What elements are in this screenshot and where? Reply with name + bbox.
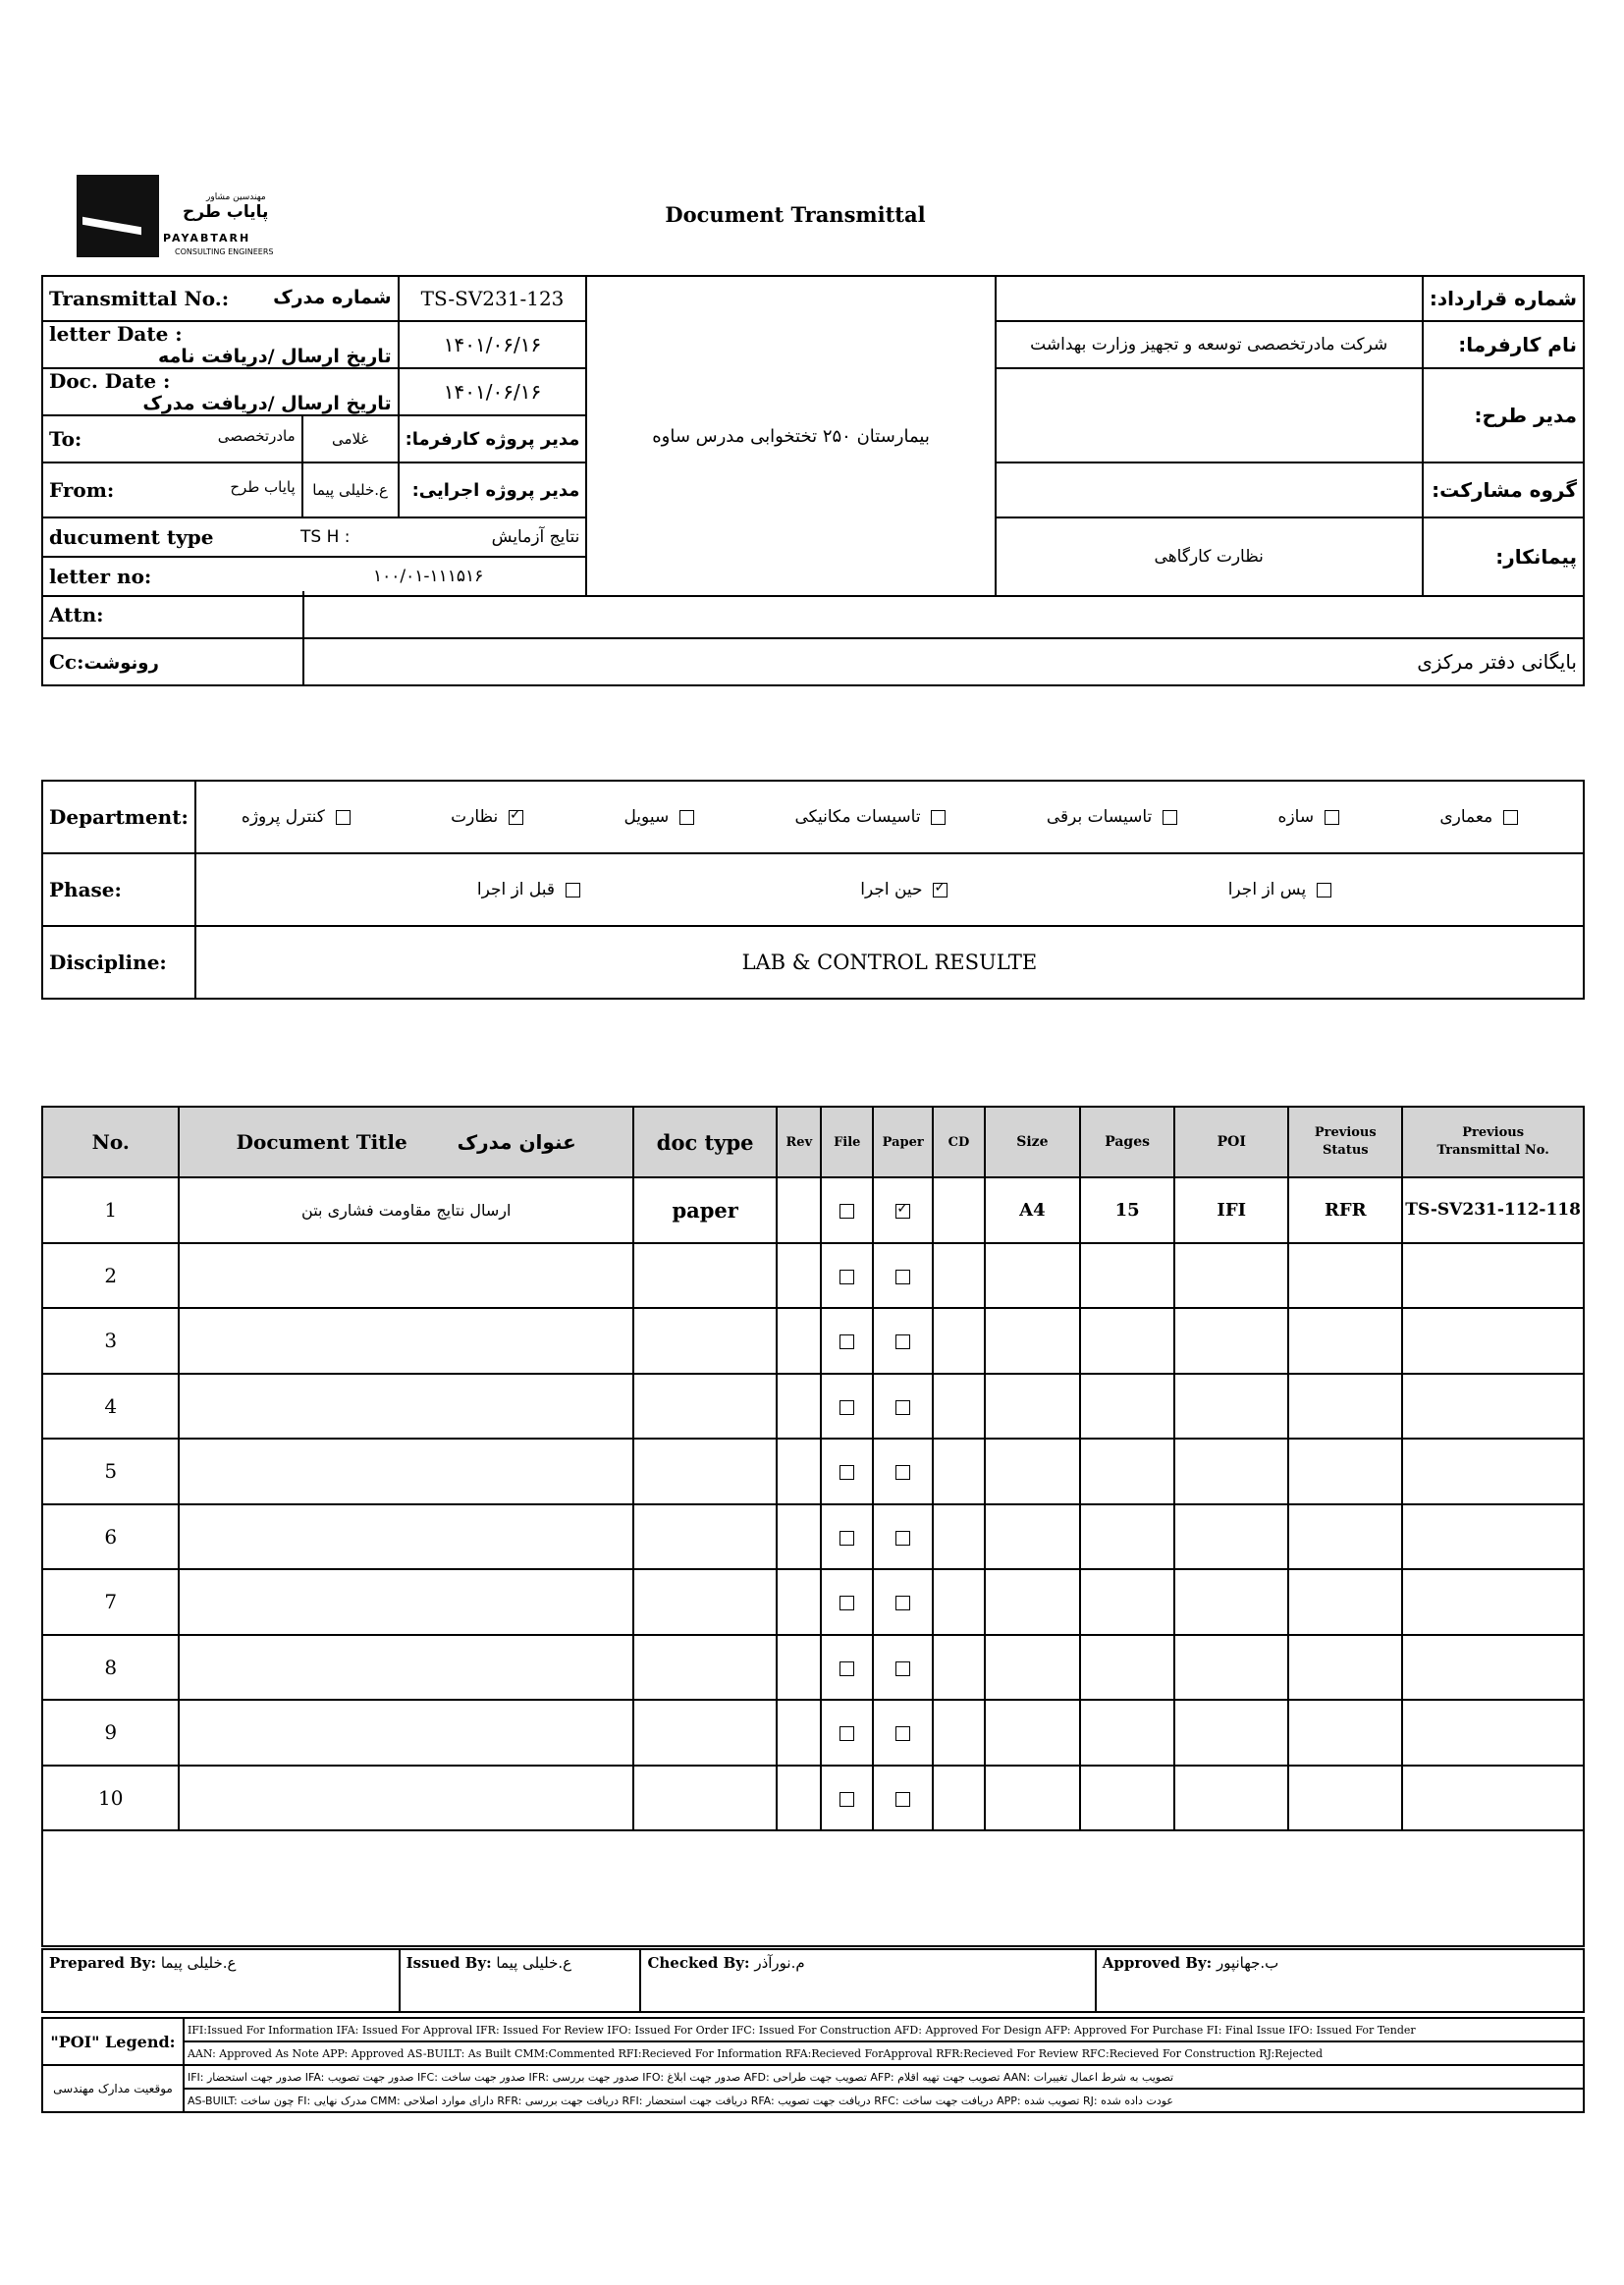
design-manager-label: مدیر طرح: <box>1423 368 1584 462</box>
checked-by-value: م.نورآذر <box>754 1954 805 1972</box>
cell-cd <box>933 1504 984 1570</box>
cell-prev-trans <box>1402 1766 1584 1831</box>
cell-prev-status <box>1288 1635 1402 1701</box>
letter-date-fa: تاریخ ارسال /دریافت نامه <box>157 346 392 367</box>
doc-date-en: Doc. Date : <box>49 369 171 393</box>
cell-no: 6 <box>42 1504 179 1570</box>
col-poi: POI <box>1174 1107 1288 1177</box>
legend-line-3: IFI: صدور جهت استحضار IFA: صدور جهت تصویب IFC: صدور جهت ساخت IFR: صدور جهت بررسی IFO: صدور جهت ابلاغ AFD: تصویب جهت طراحی AFP: تصویب جهت تهیه اقلام AAN: تصویب به شرط اعمال تغییرات <box>184 2065 1584 2089</box>
logo-en-sub: CONSULTING ENGINEERS <box>175 247 274 256</box>
cell-rev <box>777 1569 821 1635</box>
cell-file <box>821 1504 873 1570</box>
checked-by-cell: Checked By: م.نورآذر <box>640 1949 1095 2012</box>
cell-title <box>179 1308 633 1374</box>
cell-title <box>179 1504 633 1570</box>
cell-title <box>179 1439 633 1504</box>
department-option[interactable]: کنترل پروژه <box>242 807 351 827</box>
from-label: From: <box>49 478 115 502</box>
cell-size <box>985 1635 1080 1701</box>
cell-size <box>985 1308 1080 1374</box>
cell-poi <box>1174 1243 1288 1309</box>
department-option[interactable]: سازه <box>1278 807 1339 827</box>
letter-no-value: ۱۰۰/۰۱-۱۱۱۵۱۶ <box>373 567 484 586</box>
cc-label: Cc: <box>49 650 84 674</box>
col-title-en: Document Title <box>236 1130 407 1154</box>
cell-poi <box>1174 1766 1288 1831</box>
department-option[interactable]: سیویل <box>623 807 694 827</box>
contract-no-value <box>996 276 1423 321</box>
legend-table <box>41 2017 1585 2113</box>
col-no: No. <box>42 1107 179 1177</box>
cell-no: 2 <box>42 1243 179 1309</box>
checkbox-icon[interactable] <box>566 883 580 898</box>
attn-label: Attn: <box>42 591 303 638</box>
letter-date-value: ۱۴۰۱/۰۶/۱۶ <box>399 321 587 368</box>
cc-cell <box>42 638 303 685</box>
poi-legend-label: "POI" Legend: <box>42 2018 184 2065</box>
partnership-label: گروه مشارکت: <box>1423 462 1584 517</box>
phase-options <box>195 853 1584 926</box>
transmittal-no-fa: شماره مدرک <box>273 287 392 308</box>
checkbox-icon[interactable] <box>931 810 946 825</box>
table-row <box>42 1439 1584 1504</box>
cell-title <box>179 1635 633 1701</box>
cell-rev <box>777 1243 821 1309</box>
doc-type-fa: نتایج آزمایش <box>491 527 580 547</box>
issued-by-cell: Issued By: ع.خلیلی پیما <box>400 1949 641 2012</box>
cell-paper <box>873 1766 933 1831</box>
cell-paper <box>873 1243 933 1309</box>
cell-title <box>179 1569 633 1635</box>
to-label: To: <box>49 427 82 451</box>
file-checkbox-icon[interactable] <box>839 1465 854 1480</box>
department-option[interactable]: معماری <box>1439 807 1518 827</box>
cell-doc-type <box>633 1243 777 1309</box>
col-title-fa: عنوان مدرک <box>457 1130 576 1154</box>
checkbox-icon[interactable] <box>336 810 351 825</box>
cell-rev <box>777 1177 821 1243</box>
legend-line-2: AAN: Approved As Note APP: Approved AS-BUILT: As Built CMM:Commented RFI:Recieved For Information RFA:Recieved ForApproval RFR:Recieved For Review RFC:Recieved For Construction RJ:Rejected <box>184 2041 1584 2065</box>
paper-checkbox-icon[interactable] <box>895 1661 910 1676</box>
col-prev-status: Previous Status <box>1288 1107 1402 1177</box>
cell-size <box>985 1504 1080 1570</box>
contractor-value: نظارت کارگاهی <box>996 517 1423 596</box>
paper-checkbox-icon[interactable] <box>895 1465 910 1480</box>
file-checkbox-icon[interactable] <box>839 1204 854 1219</box>
cell-prev-status <box>1288 1766 1402 1831</box>
legend-line-1: IFI:Issued For Information IFA: Issued For Approval IFR: Issued For Review IFO: Issued For Order IFC: Issued For Construction AFD: Approved For Design AFP: Approved For Purchase FI: Final Issue IFO: Issued For Tender <box>184 2018 1584 2041</box>
cell-file <box>821 1635 873 1701</box>
checkbox-icon[interactable] <box>1503 810 1518 825</box>
cell-cd <box>933 1374 984 1440</box>
cell-file <box>821 1766 873 1831</box>
file-checkbox-icon[interactable] <box>839 1726 854 1741</box>
cell-no: 8 <box>42 1635 179 1701</box>
phase-option[interactable]: ✓ حین اجرا <box>860 880 947 899</box>
cell-prev-trans <box>1402 1504 1584 1570</box>
design-manager-value <box>996 368 1423 462</box>
cell-prev-status <box>1288 1308 1402 1374</box>
to-value: مادرتخصصی <box>217 427 296 445</box>
cell-pages <box>1080 1635 1174 1701</box>
issued-by-value: ع.خلیلی پیما <box>496 1954 572 1972</box>
cell-cd <box>933 1700 984 1766</box>
letter-no-label: letter no: <box>49 565 152 588</box>
contractor-label: پیمانکار: <box>1423 517 1584 596</box>
department-option[interactable]: تاسیسات برقی <box>1047 807 1177 827</box>
cell-poi <box>1174 1504 1288 1570</box>
col-title <box>179 1107 633 1177</box>
department-option[interactable]: ✓ نظارت <box>451 807 523 827</box>
cell-paper <box>873 1569 933 1635</box>
paper-checkbox-icon[interactable] <box>895 1531 910 1546</box>
cell-doc-type <box>633 1635 777 1701</box>
logo-en-name: PAYABTARH <box>163 232 251 245</box>
cell-poi <box>1174 1700 1288 1766</box>
paper-checkbox-icon[interactable] <box>895 1596 910 1610</box>
cell-rev <box>777 1766 821 1831</box>
cell-doc-type <box>633 1308 777 1374</box>
partnership-value <box>996 462 1423 517</box>
cell-doc-type <box>633 1766 777 1831</box>
file-checkbox-icon[interactable] <box>839 1400 854 1415</box>
cell-no: 7 <box>42 1569 179 1635</box>
letter-date-label-cell <box>42 321 399 368</box>
project-name: بیمارستان ۲۵۰ تختخوابی مدرس ساوه <box>586 276 995 596</box>
cell-pages <box>1080 1569 1174 1635</box>
department-options <box>195 781 1584 853</box>
table-row <box>42 1308 1584 1374</box>
cell-poi <box>1174 1635 1288 1701</box>
cell-poi <box>1174 1439 1288 1504</box>
table-row <box>42 1700 1584 1766</box>
col-prev-trans: Previous Transmittal No. <box>1402 1107 1584 1177</box>
cell-file <box>821 1308 873 1374</box>
paper-checkbox-icon[interactable] <box>895 1270 910 1284</box>
cell-poi <box>1174 1374 1288 1440</box>
cell-paper <box>873 1635 933 1701</box>
from-value: پایاب طرح <box>230 478 296 496</box>
col-paper: Paper <box>873 1107 933 1177</box>
cell-file <box>821 1243 873 1309</box>
from-cell <box>42 462 302 517</box>
cell-file <box>821 1177 873 1243</box>
cell-paper <box>873 1177 933 1243</box>
cell-prev-status: RFR <box>1288 1177 1402 1243</box>
checkbox-icon[interactable] <box>1317 883 1331 898</box>
cell-cd <box>933 1766 984 1831</box>
cell-prev-status <box>1288 1504 1402 1570</box>
prepared-by-cell: Prepared By: ع.خلیلی پیما <box>42 1949 400 2012</box>
exec-pm-label: مدیر پروژه اجرایی: <box>399 462 587 517</box>
cell-prev-trans: TS-SV231-112-118 <box>1402 1177 1584 1243</box>
legend-line-4: AS-BUILT: چون ساخت FI: مدرک نهایی CMM: دارای موارد اصلاحی RFR: دریافت جهت بررسی RFI: دریافت جهت استحضار RFA: دریافت جهت تصویب RFC: دریافت جهت ساخت APP: تصویب شده RJ: عودت داده شده <box>184 2089 1584 2112</box>
cell-doc-type <box>633 1439 777 1504</box>
cell-doc-type <box>633 1569 777 1635</box>
cell-rev <box>777 1308 821 1374</box>
table-row <box>42 1374 1584 1440</box>
cell-paper <box>873 1308 933 1374</box>
file-checkbox-icon[interactable] <box>839 1270 854 1284</box>
cell-poi <box>1174 1569 1288 1635</box>
cell-prev-trans <box>1402 1308 1584 1374</box>
cell-title <box>179 1243 633 1309</box>
cell-file <box>821 1374 873 1440</box>
cell-pages <box>1080 1700 1174 1766</box>
cell-doc-type <box>633 1700 777 1766</box>
cell-no: 10 <box>42 1766 179 1831</box>
cell-prev-status <box>1288 1569 1402 1635</box>
file-checkbox-icon[interactable] <box>839 1661 854 1676</box>
cell-pages <box>1080 1374 1174 1440</box>
cell-prev-trans <box>1402 1374 1584 1440</box>
cell-pages <box>1080 1504 1174 1570</box>
cell-no: 3 <box>42 1308 179 1374</box>
paper-checkbox-icon[interactable] <box>895 1400 910 1415</box>
employer-pm-label: مدیر پروژه کارفرما: <box>399 415 587 462</box>
employer-label: نام کارفرما: <box>1423 321 1584 368</box>
table-row <box>42 1569 1584 1635</box>
cell-cd <box>933 1635 984 1701</box>
logo-fa-name: پایاب طرح <box>183 202 269 222</box>
cell-doc-type <box>633 1374 777 1440</box>
approved-by-value: ب.جهانپور <box>1216 1954 1279 1972</box>
paper-checkbox-icon[interactable] <box>895 1726 910 1741</box>
col-file: File <box>821 1107 873 1177</box>
cell-rev <box>777 1700 821 1766</box>
department-option[interactable]: تاسیسات مکانیکی <box>794 807 946 827</box>
cell-pages <box>1080 1439 1174 1504</box>
table-row <box>42 1635 1584 1701</box>
doc-date-label-cell <box>42 368 399 415</box>
doc-date-fa: تاریخ ارسال /دریافت مدرک <box>142 393 392 414</box>
table-row <box>42 1766 1584 1831</box>
cell-paper <box>873 1439 933 1504</box>
cell-title <box>179 1700 633 1766</box>
letter-date-en: letter Date : <box>49 322 183 346</box>
cell-no: 4 <box>42 1374 179 1440</box>
col-doc-type: doc type <box>633 1107 777 1177</box>
notes-area <box>42 1830 1584 1946</box>
cell-rev <box>777 1504 821 1570</box>
paper-checkbox-icon[interactable] <box>895 1334 910 1349</box>
cell-doc-type: paper <box>633 1177 777 1243</box>
cell-no: 5 <box>42 1439 179 1504</box>
status-legend-label: موقعیت مدارک مهندسی <box>42 2065 184 2112</box>
cell-no: 1 <box>42 1177 179 1243</box>
col-pages: Pages <box>1080 1107 1174 1177</box>
checkbox-icon[interactable] <box>933 883 947 898</box>
signature-table <box>41 1948 1585 2013</box>
cell-pages <box>1080 1308 1174 1374</box>
phase-option[interactable]: پس از اجرا <box>1228 880 1331 899</box>
phase-label: Phase: <box>42 853 195 926</box>
cell-rev <box>777 1374 821 1440</box>
cell-size <box>985 1243 1080 1309</box>
file-checkbox-icon[interactable] <box>839 1531 854 1546</box>
cell-paper <box>873 1700 933 1766</box>
department-label: Department: <box>42 781 195 853</box>
cell-cd <box>933 1243 984 1309</box>
header-table <box>41 275 1585 597</box>
transmittal-no-en: Transmittal No.: <box>49 287 230 310</box>
cell-title: ارسال نتایج مقاومت فشاری بتن <box>179 1177 633 1243</box>
cell-title <box>179 1374 633 1440</box>
cell-cd <box>933 1308 984 1374</box>
cell-size <box>985 1766 1080 1831</box>
attn-value <box>303 591 1584 638</box>
cell-size <box>985 1439 1080 1504</box>
cell-file <box>821 1439 873 1504</box>
cell-doc-type <box>633 1504 777 1570</box>
transmittal-no-label-cell <box>42 276 399 321</box>
cell-paper <box>873 1504 933 1570</box>
cell-prev-trans <box>1402 1635 1584 1701</box>
prepared-by-value: ع.خلیلی پیما <box>160 1954 237 1972</box>
file-checkbox-icon[interactable] <box>839 1792 854 1807</box>
cell-prev-status <box>1288 1439 1402 1504</box>
table-row <box>42 1243 1584 1309</box>
cc-fa: رونوشت <box>83 653 159 674</box>
cell-size <box>985 1700 1080 1766</box>
cell-prev-status <box>1288 1374 1402 1440</box>
paper-checkbox-icon[interactable] <box>895 1792 910 1807</box>
classification-table <box>41 780 1585 1000</box>
cell-poi: IFI <box>1174 1177 1288 1243</box>
cell-prev-trans <box>1402 1439 1584 1504</box>
to-person: غلامی <box>302 415 399 462</box>
cell-paper <box>873 1374 933 1440</box>
cell-cd <box>933 1569 984 1635</box>
attn-cc-table <box>41 591 1585 686</box>
page-title: Document Transmittal <box>665 202 926 227</box>
cell-rev <box>777 1439 821 1504</box>
discipline-label: Discipline: <box>42 926 195 999</box>
table-row <box>42 1504 1584 1570</box>
doc-type-code: TS H : <box>300 527 351 547</box>
contract-no-label: شماره قرارداد: <box>1423 276 1584 321</box>
file-checkbox-icon[interactable] <box>839 1334 854 1349</box>
table-row <box>42 1177 1584 1243</box>
checkbox-icon[interactable] <box>679 810 694 825</box>
cell-title <box>179 1766 633 1831</box>
to-cell <box>42 415 302 462</box>
transmittal-no-value: TS-SV231-123 <box>399 276 587 321</box>
cell-prev-trans <box>1402 1700 1584 1766</box>
logo-fa-small: مهندسین مشاور <box>206 192 266 202</box>
employer-value: شرکت مادرتخصصی توسعه و تجهیز وزارت بهداشت <box>996 321 1423 368</box>
document-table <box>41 1106 1585 1947</box>
logo-mark-icon <box>77 175 159 257</box>
cell-size <box>985 1374 1080 1440</box>
checkbox-icon[interactable] <box>1325 810 1339 825</box>
doc-type-label: ducument type <box>49 525 214 549</box>
discipline-value: LAB & CONTROL RESULTE <box>195 926 1584 999</box>
col-cd: CD <box>933 1107 984 1177</box>
cell-rev <box>777 1635 821 1701</box>
cell-pages: 15 <box>1080 1177 1174 1243</box>
cell-file <box>821 1700 873 1766</box>
approved-by-cell: Approved By: ب.جهانپور <box>1096 1949 1584 2012</box>
checkbox-icon[interactable] <box>1163 810 1177 825</box>
cell-size <box>985 1569 1080 1635</box>
col-size: Size <box>985 1107 1080 1177</box>
phase-option[interactable]: قبل از اجرا <box>477 880 580 899</box>
doc-date-value: ۱۴۰۱/۰۶/۱۶ <box>399 368 587 415</box>
doc-type-cell <box>42 517 586 596</box>
cell-pages <box>1080 1766 1174 1831</box>
cell-prev-status <box>1288 1243 1402 1309</box>
cell-no: 9 <box>42 1700 179 1766</box>
checkbox-icon[interactable] <box>509 810 523 825</box>
from-person: ع.خلیلی پیما <box>302 462 399 517</box>
cell-pages <box>1080 1243 1174 1309</box>
cell-file <box>821 1569 873 1635</box>
paper-checkbox-icon[interactable] <box>895 1204 910 1219</box>
col-rev: Rev <box>777 1107 821 1177</box>
cell-size: A4 <box>985 1177 1080 1243</box>
cell-cd <box>933 1439 984 1504</box>
cell-prev-status <box>1288 1700 1402 1766</box>
cell-cd <box>933 1177 984 1243</box>
cc-value: بایگانی دفتر مرکزی <box>303 638 1584 685</box>
cell-poi <box>1174 1308 1288 1374</box>
cell-prev-trans <box>1402 1569 1584 1635</box>
file-checkbox-icon[interactable] <box>839 1596 854 1610</box>
cell-prev-trans <box>1402 1243 1584 1309</box>
